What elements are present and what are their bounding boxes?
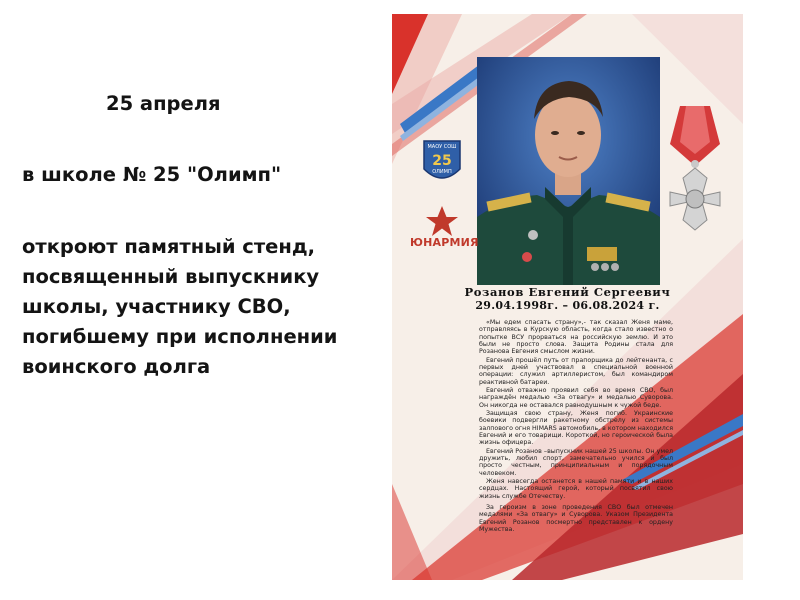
bio-paragraph: «Мы едем спасать страну»,- так сказал Женя маме, отправляясь в Курскую область, когда стало известно о попытке ВСУ прорваться на российскую землю. И это были не просто слова. Защита Родины стала для Розанова Евгения смыслом жизни. [479, 319, 673, 356]
portrait-photo [477, 57, 660, 285]
bio-paragraph: Евгений отважно проявил себя во время СВО, был награждён медалью «За отвагу» и медалью Суворова. Он никогда не оставался равнодушным к чужой беде. [479, 387, 673, 409]
bio-paragraph: Женя навсегда останется в нашей памяти и в наших сердцах. Настоящий герой, который посвятил свою жизнь службе Отечеству. [479, 478, 673, 500]
biography-text [479, 319, 673, 534]
cross-medal-icon [662, 106, 728, 246]
school-emblem-icon [420, 135, 464, 187]
svg-text:ОЛИМП: ОЛИМП [432, 169, 452, 175]
announcement-message: откроют памятный стенд, посвященный выпускнику школы, участнику СВО, погибшему при исполнении воинского долга [22, 235, 338, 378]
hero-name: Розанов Евгений Сергеевич [464, 285, 671, 299]
announcement-school: в школе № 25 "Олимп" [22, 163, 282, 186]
yunarmia-label: ЮНАРМИЯ [410, 236, 479, 249]
announcement-date: 25 апреля [106, 92, 221, 115]
bio-paragraph: Евгений прошёл путь от прапорщика до лейтенанта, с первых дней участвовал в специальной военной операции: служил артиллеристом, был командиром реактивной батареи. [479, 356, 673, 386]
bio-paragraph: За героизм в зоне проведения СВО был отмечен медалями «За отвагу» и Суворова. Указом Президента Евгений Розанов посмертно представлен к ордену Мужества. [479, 504, 673, 533]
yunarmia-star-icon [424, 204, 460, 240]
memorial-poster [392, 14, 743, 580]
svg-text:МАОУ СОШ: МАОУ СОШ [427, 144, 457, 150]
bio-paragraph: Евгений Розанов –выпускник нашей 25 школы. Он умел дружить, любил спорт, замечательно учился и был просто честным, принципиальным и порядочным человеком. [479, 447, 673, 477]
svg-text:25: 25 [432, 153, 452, 169]
bio-paragraph: Защищая свою страну, Женя погиб. Украинские боевики подвергли ракетному обстрелу из системы залпового огня HIMARS автомобиль, в котором находился Евгений и его товарищи. Короткой, но героической была жизнь офицера. [479, 410, 673, 447]
hero-dates: 29.04.1998г. – 06.08.2024 г. [475, 299, 660, 312]
